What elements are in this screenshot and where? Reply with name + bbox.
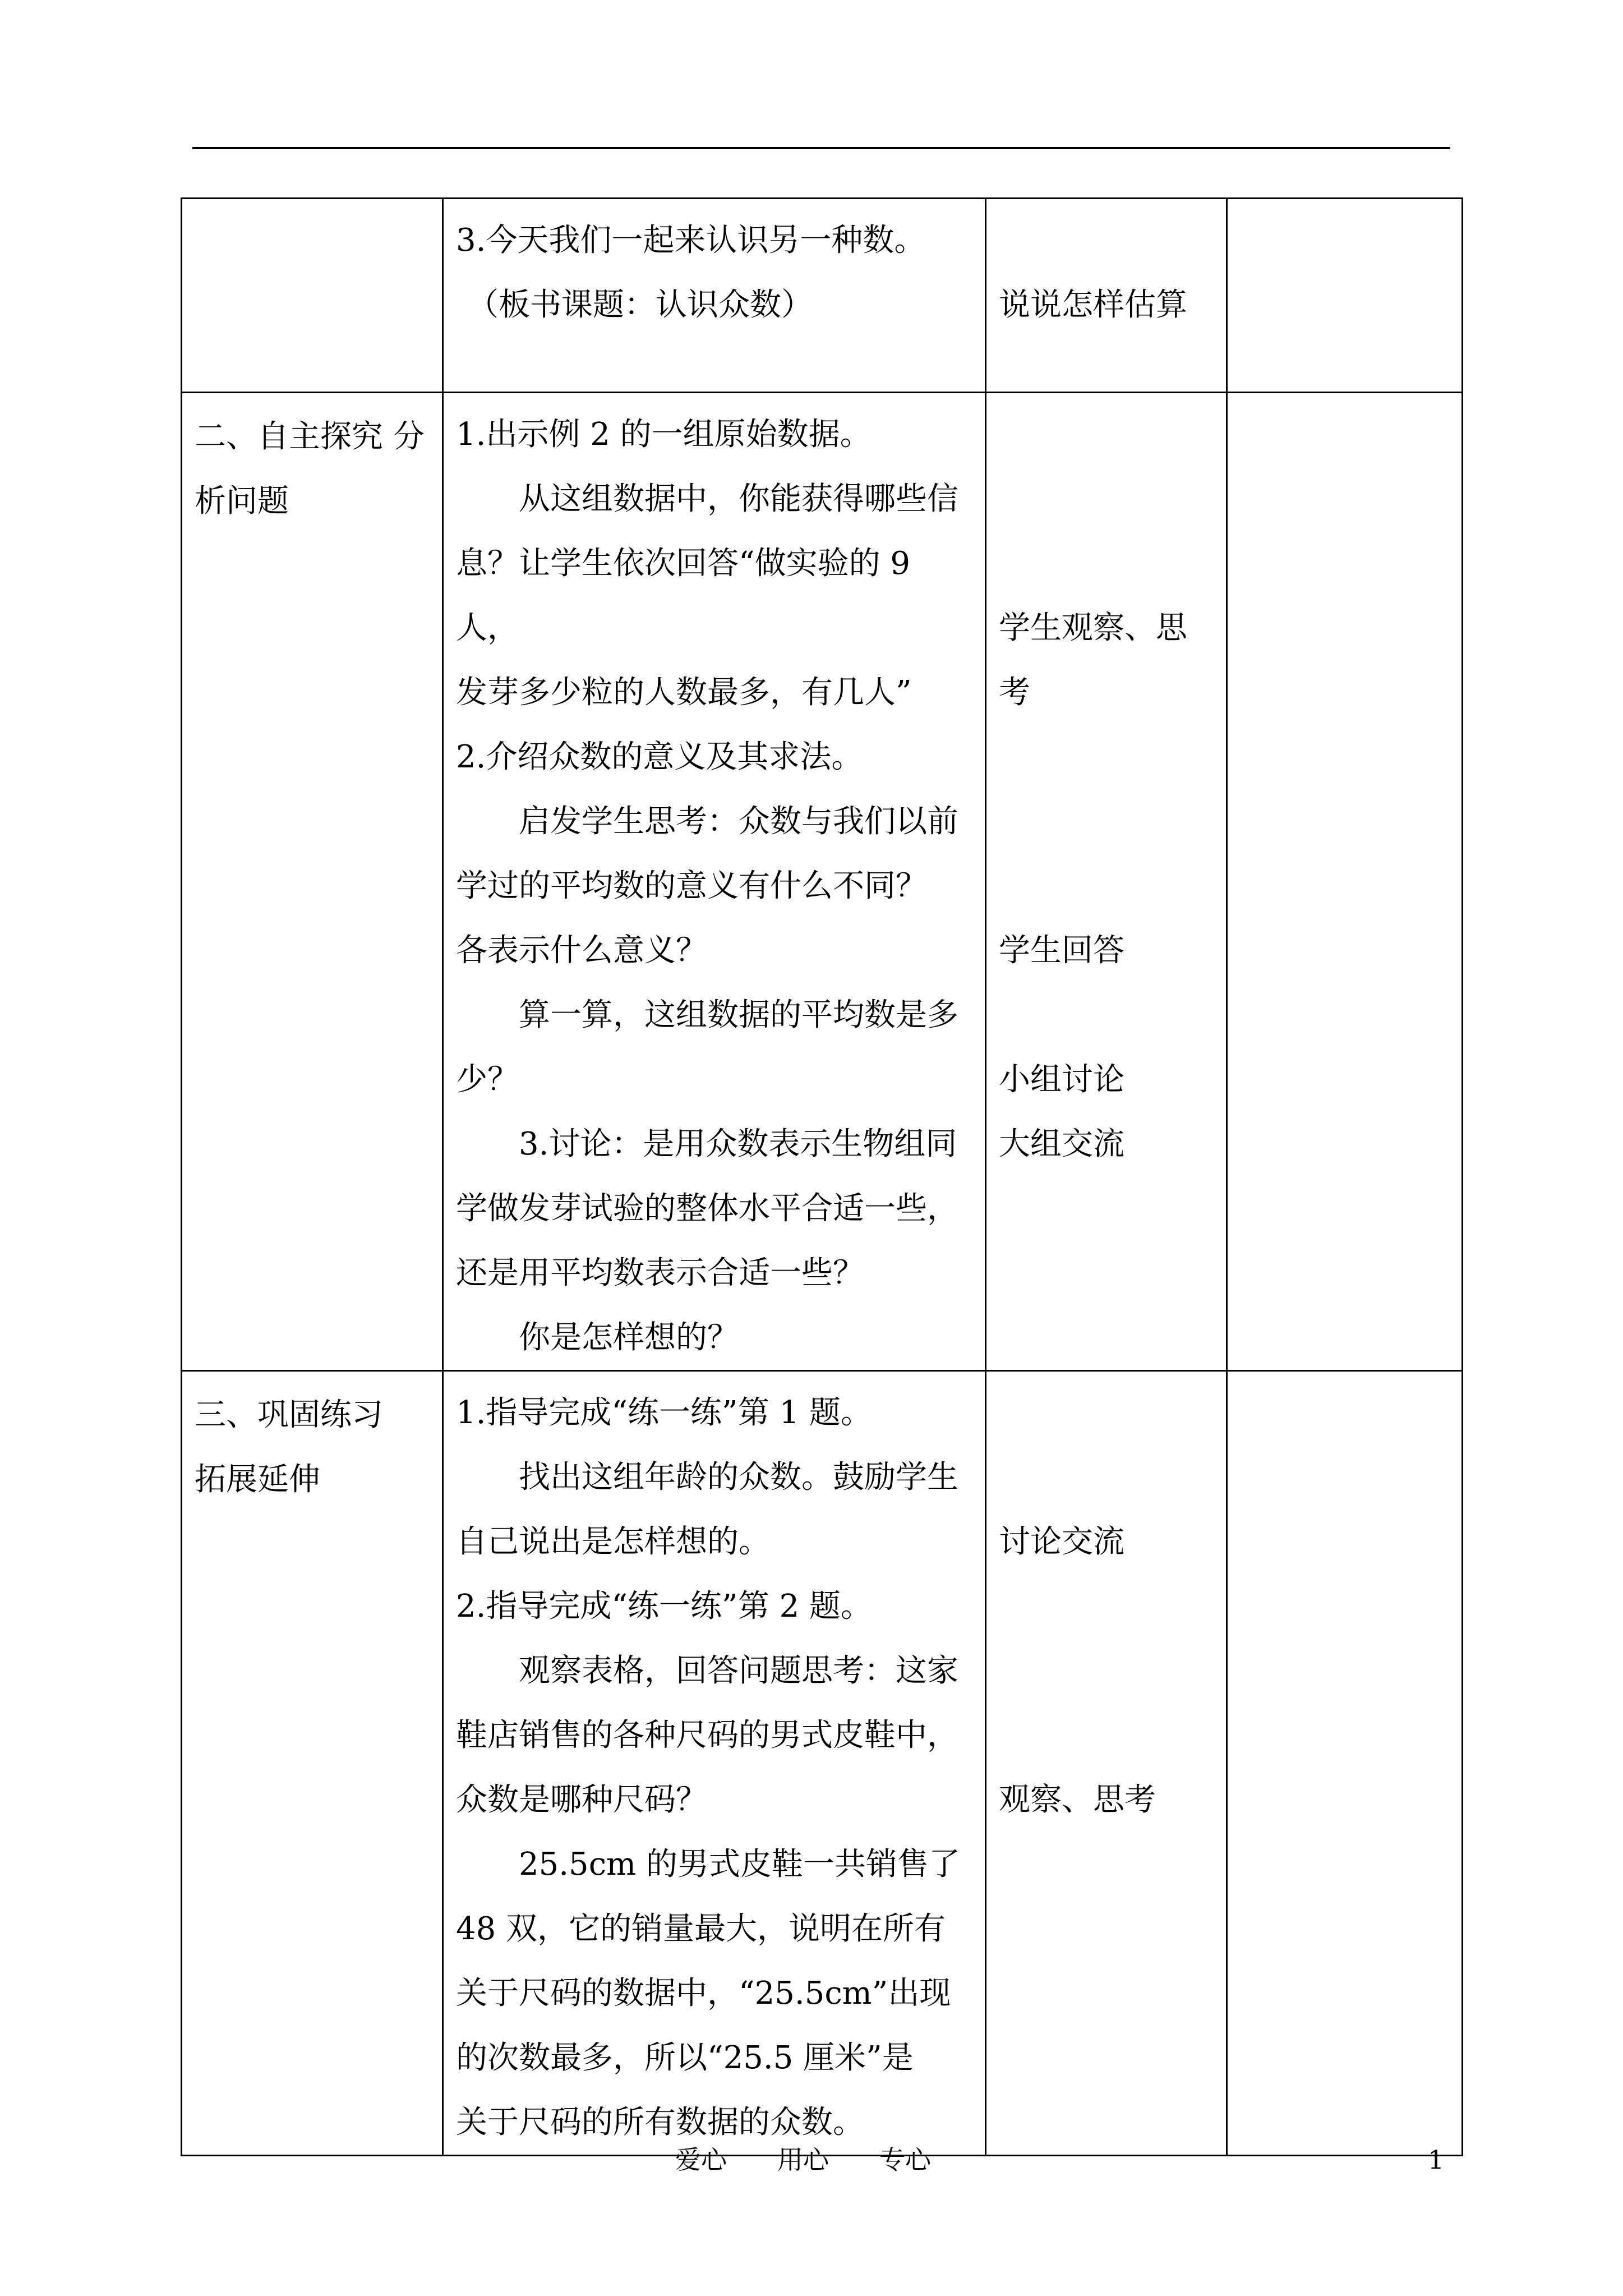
student-line [999, 854, 1215, 918]
student-line [999, 1703, 1215, 1768]
teacher-line: 鞋店销售的各种尺码的男式皮鞋中， [456, 1717, 958, 1754]
student-line: 学生观察、思 [999, 610, 1187, 646]
student-line [999, 1574, 1215, 1639]
teacher-line: 自己说出是怎样想的。 [456, 1524, 770, 1560]
teacher-line: 3.今天我们一起来认识另一种数。 [456, 222, 926, 259]
teacher-line: 启发学生思考：众数与我们以前 [519, 803, 958, 840]
student-line [999, 402, 1215, 467]
student-line [999, 467, 1215, 531]
student-line: 学生回答 [999, 932, 1124, 969]
student-activity-cell [986, 199, 1227, 393]
step-line: 析问题 [195, 483, 289, 519]
teacher-activity-cell [443, 199, 986, 393]
notes-cell [1227, 1371, 1463, 2156]
teacher-activity-cell [443, 393, 986, 1371]
teacher-line: 关于尺码的数据中，“25.5cm”出现 [456, 1975, 951, 2012]
teacher-line: 1.出示例 2 的一组原始数据。 [456, 416, 872, 453]
student-line: 小组讨论 [999, 1061, 1124, 1098]
notes-cell [1227, 199, 1463, 393]
teacher-line: 观察表格，回答问题思考：这家 [519, 1653, 958, 1689]
teacher-line: 2.介绍众数的意义及其求法。 [456, 739, 863, 775]
teacher-line: 从这组数据中，你能获得哪些信 [519, 481, 958, 517]
step-line: 二、自主探究 分 [195, 418, 425, 455]
teacher-line: 的次数最多，所以“25.5 厘米”是 [456, 2040, 914, 2076]
footer-motto [675, 2140, 931, 2179]
teacher-line: 48 双，它的销量最大，说明在所有 [456, 1911, 946, 1947]
motto-word: 用心 [777, 2145, 829, 2175]
student-line: 说说怎样估算 [999, 287, 1187, 323]
teacher-line: （板书课题：认识众数） [467, 287, 813, 323]
teacher-line: 找出这组年龄的众数。鼓励学生 [519, 1459, 958, 1496]
step-cell [182, 199, 443, 393]
table-row [182, 393, 1463, 1371]
teacher-line: 息？让学生依次回答“做实验的 9 人， [456, 545, 911, 646]
teacher-line: 25.5cm 的男式皮鞋一共销售了 [519, 1846, 960, 1883]
teacher-line: 你是怎样想的？ [519, 1319, 739, 1356]
student-line: 讨论交流 [999, 1524, 1124, 1560]
student-line [999, 1381, 1215, 1445]
teacher-line: 学过的平均数的意义有什么不同？ [456, 868, 927, 904]
teacher-line: 少？ [456, 1061, 519, 1098]
student-line [999, 208, 1215, 273]
step-cell [182, 393, 443, 1371]
student-line [999, 1445, 1215, 1510]
teacher-line: 学做发芽试验的整体水平合适一些， [456, 1190, 958, 1227]
step-line: 三、巩固练习 [195, 1397, 383, 1433]
student-activity-cell [986, 1371, 1227, 2156]
teacher-line: 各表示什么意义？ [456, 932, 707, 969]
student-line: 观察、思考 [999, 1782, 1156, 1818]
motto-word: 专心 [879, 2145, 931, 2175]
table-row [182, 1371, 1463, 2156]
student-line [999, 531, 1215, 596]
student-line [999, 983, 1215, 1047]
student-line [999, 1639, 1215, 1703]
page-number: 1 [1428, 2145, 1445, 2175]
page-footer [0, 2140, 1623, 2179]
teacher-line: 众数是哪种尺码？ [456, 1782, 707, 1818]
teacher-activity-cell [443, 1371, 986, 2156]
teacher-line: 2.指导完成“练一练”第 2 题。 [456, 1588, 872, 1625]
motto-word: 爱心 [675, 2145, 727, 2175]
lesson-plan-table [181, 197, 1463, 2156]
teacher-line: 还是用平均数表示合适一些？ [456, 1255, 864, 1291]
teacher-line: 3.讨论：是用众数表示生物组同 [519, 1126, 957, 1162]
teacher-line: 发芽多少粒的人数最多，有几人” [456, 674, 912, 711]
table-row [182, 199, 1463, 393]
teacher-line: 算一算，这组数据的平均数是多 [519, 997, 958, 1033]
student-activity-cell [986, 393, 1227, 1371]
notes-cell [1227, 393, 1463, 1371]
teacher-line: 关于尺码的所有数据的众数。 [456, 2104, 864, 2141]
student-line [999, 789, 1215, 854]
teacher-line: 1.指导完成“练一练”第 1 题。 [456, 1395, 872, 1431]
step-line: 拓展延伸 [195, 1461, 320, 1498]
student-line [999, 725, 1215, 789]
student-line: 考 [999, 674, 1030, 711]
step-cell [182, 1371, 443, 2156]
student-line: 大组交流 [999, 1126, 1124, 1162]
header-rule [192, 147, 1450, 149]
